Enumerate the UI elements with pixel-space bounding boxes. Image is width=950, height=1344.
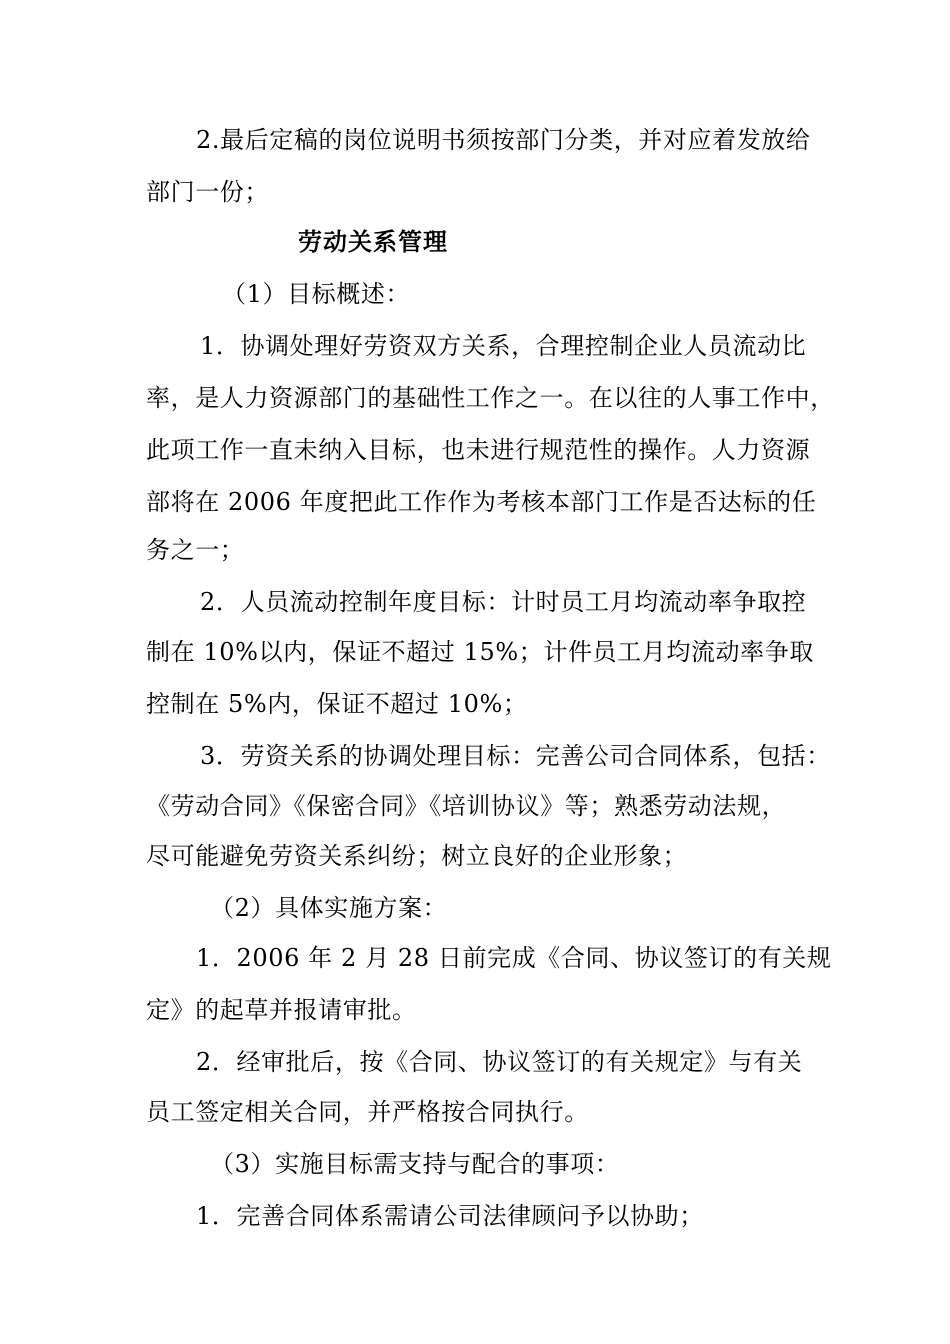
part1-item3-line-3: 尽可能避免劳资关系纠纷；树立良好的企业形象； [146,842,688,870]
part1-item2-line-1: 2．人员流动控制年度目标：计时员工月均流动率争取控 [200,588,807,616]
part2-item1-line-1: 1．2006 年 2 月 28 日前完成《合同、协议签订的有关规 [196,944,832,972]
part1-item3-line-1: 3．劳资关系的协调处理目标：完善公司合同体系，包括： [200,742,831,770]
part1-item1-line-1: 1．协调处理好劳资双方关系，合理控制企业人员流动比 [200,332,807,360]
part2-item2-line-1: 2．经审批后，按《合同、协议签订的有关规定》与有关 [196,1048,803,1076]
part1-item2-line-2: 制在 10%以内，保证不超过 15%；计件员工月均流动率争取 [146,638,814,666]
part2-item2-line-2: 员工签定相关合同，并严格按合同执行。 [146,1098,589,1126]
part1-heading: （1）目标概述： [222,280,411,308]
part3-heading: （3）实施目标需支持与配合的事项： [210,1150,620,1178]
part1-item1-line-2: 率，是人力资源部门的基础性工作之一。在以往的人事工作中， [146,384,835,412]
part1-item2-line-3: 控制在 5%内，保证不超过 10%； [146,690,528,718]
part1-item1-line-4: 部将在 2006 年度把此工作作为考核本部门工作是否达标的任 [146,488,817,516]
part1-item1-line-5: 务之一； [146,536,245,564]
intro-item-2-line-1: 2.最后定稿的岗位说明书须按部门分类，并对应着发放给 [196,126,811,154]
part1-item3-line-2: 《劳动合同》《保密合同》《培训协议》等；熟悉劳动法规， [146,792,787,820]
section-title: 劳动关系管理 [298,228,448,256]
part2-heading: （2）具体实施方案： [210,894,448,922]
part1-item1-line-3: 此项工作一直未纳入目标，也未进行规范性的操作。人力资源 [146,436,811,464]
intro-item-2-line-2: 部门一份； [146,178,269,206]
part3-item1-line-1: 1．完善合同体系需请公司法律顾问予以协助； [196,1202,704,1230]
part2-item1-line-2: 定》的起草并报请审批。 [146,996,417,1024]
